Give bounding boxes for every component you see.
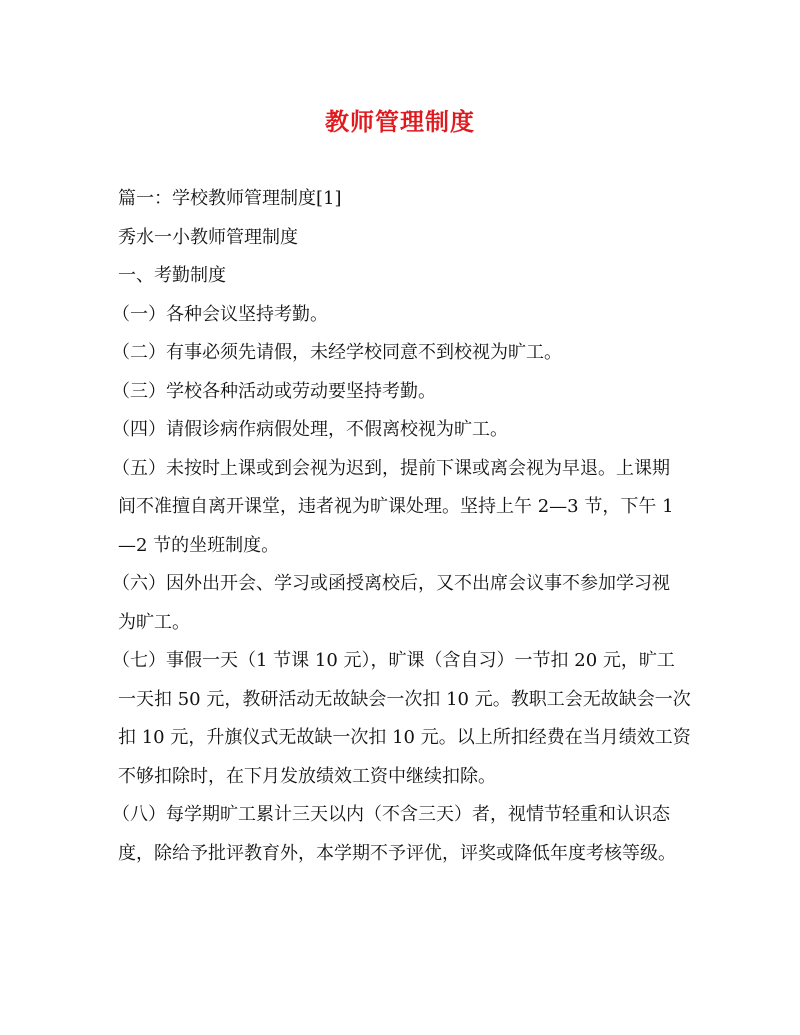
clause-line: 为旷工。 [118, 611, 190, 633]
clause-line: 间不准擅自离开课堂，违者视为旷课处理。坚持上午 2—3 节，下午 1 [118, 496, 674, 517]
clause-line: （三）学校各种活动或劳动要坚持考勤。 [112, 380, 436, 402]
section-heading: 篇一：学校教师管理制度[1] [118, 188, 342, 209]
document-body [112, 180, 691, 873]
subtitle-line: 秀水一小教师管理制度 [118, 226, 298, 248]
clause-line: 一天扣 50 元，教研活动无故缺会一次扣 10 元。教职工会无故缺会一次 [118, 688, 691, 710]
chapter-heading: 一、考勤制度 [118, 265, 226, 286]
clause-line: —2 节的坐班制度。 [118, 534, 280, 556]
clause-line: （四）请假诊病作病假处理，不假离校视为旷工。 [112, 419, 508, 440]
clause-line: （一）各种会议坚持考勤。 [112, 303, 328, 325]
document-title: 教师管理制度 [325, 107, 475, 136]
clause-line: （二）有事必须先请假，未经学校同意不到校视为旷工。 [112, 342, 562, 363]
clause-line: 不够扣除时，在下月发放绩效工资中继续扣除。 [118, 765, 496, 787]
clause-line: 扣 10 元，升旗仪式无故缺一次扣 10 元。以上所扣经费在当月绩效工资 [118, 727, 691, 748]
clause-line: 度，除给予批评教育外，本学期不予评优，评奖或降低年度考核等级。 [118, 842, 676, 864]
clause-line: （八）每学期旷工累计三天以内（不含三天）者，视情节轻重和认识态 [112, 804, 670, 825]
clause-line: （七）事假一天（1 节课 10 元），旷课（含自习）一节扣 20 元，旷工 [112, 650, 675, 671]
clause-line: （六）因外出开会、学习或函授离校后，又不出席会议事不参加学习视 [112, 573, 670, 594]
clause-line: （五）未按时上课或到会视为迟到，提前下课或离会视为早退。上课期 [112, 457, 670, 479]
